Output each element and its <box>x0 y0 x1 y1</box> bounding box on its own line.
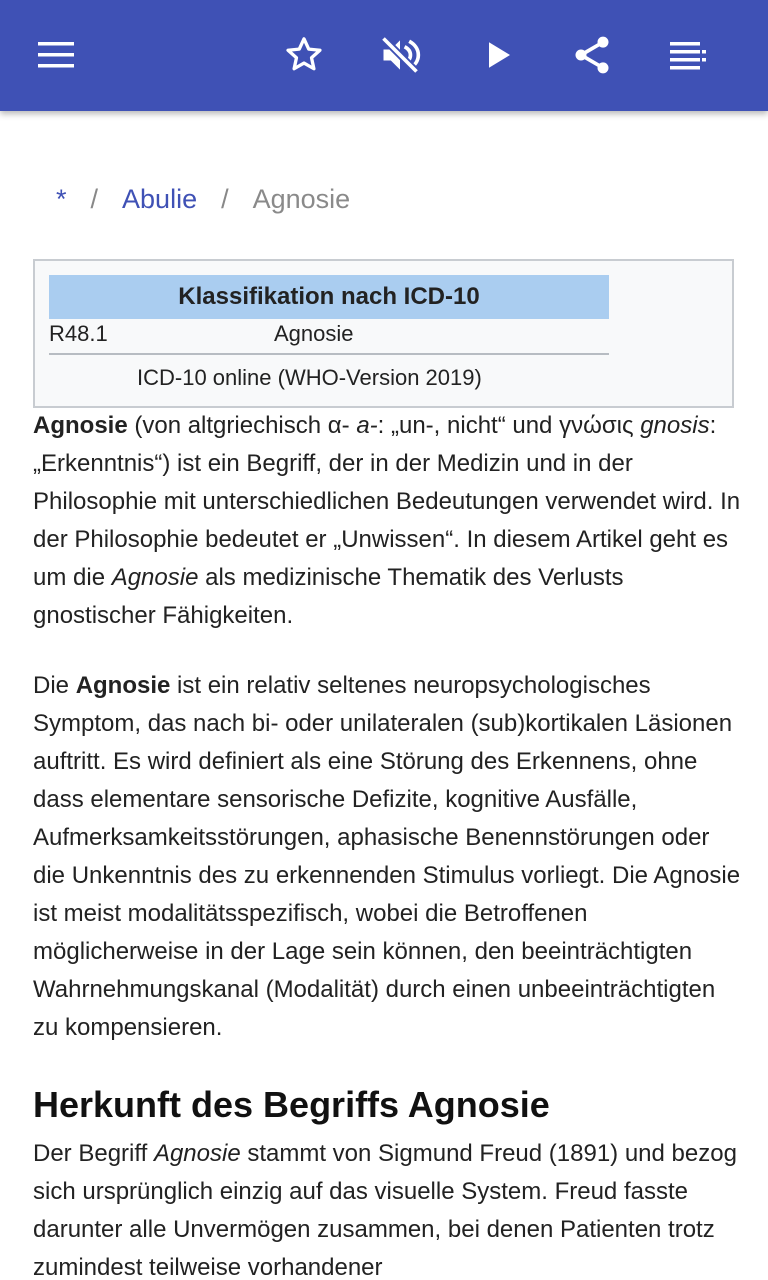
volume-mute-icon <box>378 33 422 77</box>
section-heading: Herkunft des Begriffs Agnosie <box>33 1084 550 1125</box>
play-icon <box>480 37 516 73</box>
breadcrumb-current: Agnosie <box>252 183 351 214</box>
icd-online-link[interactable]: ICD-10 online (WHO-Version 2019) <box>137 365 482 390</box>
infobox-title: Klassifikation nach ICD-10 <box>49 275 609 319</box>
italic-run: Agnosie <box>153 1140 241 1167</box>
icd-code[interactable]: R48.1 <box>49 321 108 346</box>
text-run: stammt von Sigmund Freud (1891) und bezog sich ursprünglich einzig auf das visuelle System. Freud fasste darunter alle Unvermögen zusammen, bei denen Patienten trotz zumindest teilweise vorhandener <box>33 1140 737 1280</box>
text-run: (von altgriechisch α- <box>127 412 357 439</box>
italic-run: gnosis <box>640 412 710 439</box>
play-button[interactable] <box>470 27 526 83</box>
share-icon <box>570 33 614 77</box>
breadcrumb <box>56 181 350 217</box>
star-icon <box>282 33 326 77</box>
text-run: als medizinische Thematik des Verlusts gnostischer Fähigkeiten. <box>33 564 624 629</box>
text-run: : „un-, nicht“ und γνώσις <box>377 412 641 439</box>
favorite-button[interactable] <box>276 27 332 83</box>
text-run: ist ein relativ seltenes neuropsychologisches Symptom, das nach bi- oder unilateralen (sub)kortikalen Läsionen auftritt. Es wird definiert als eine Störung des Erkennens, ohne dass elementare sensorische Defizite, kognitive Ausfälle, Aufmerksamkeitsstörungen, aphasische Benennstörungen oder die Unkenntnis des zu erkennenden Stimulus vorliegt. Die Agnosie ist meist modalitätsspezifisch, wobei die Betroffenen möglicherweise in der Lage sein können, den beeinträchtigten Wahrnehmungskanal (Modalität) durch einen unbeeinträchtigten zu kompensieren. <box>33 672 741 1041</box>
breadcrumb-separator: / <box>221 183 229 214</box>
breadcrumb-home-link[interactable]: * <box>56 183 67 214</box>
infobox-divider <box>49 353 609 355</box>
mute-button[interactable] <box>372 27 428 83</box>
app-toolbar <box>0 0 768 111</box>
article-term: Agnosie <box>75 672 171 699</box>
text-run: Der Begriff <box>33 1140 154 1167</box>
breadcrumb-separator: / <box>90 183 99 214</box>
text-run: Die <box>33 672 76 699</box>
menu-button[interactable] <box>28 27 84 83</box>
text-run: : „Erkenntnis“) ist ein Begriff, der in der Medizin und in der Philosophie mit unterschiedlichen Bedeutungen verwendet wird. In der Philosophie bedeutet er „Unwissen“. In diesem Artikel geht es um die <box>33 412 741 591</box>
menu-icon <box>36 40 76 70</box>
contents-button[interactable] <box>660 27 716 83</box>
origin-paragraph <box>33 1135 743 1280</box>
intro-paragraph <box>33 407 743 635</box>
article-body <box>33 407 743 1280</box>
share-button[interactable] <box>564 27 620 83</box>
article-view <box>0 111 768 1280</box>
icd-infobox <box>33 259 734 408</box>
breadcrumb-parent-link[interactable]: Abulie <box>122 183 198 214</box>
icd-name: Agnosie <box>274 321 354 346</box>
article-term: Agnosie <box>33 412 128 439</box>
playlist-icon <box>668 40 708 70</box>
italic-run: Agnosie <box>111 564 199 591</box>
definition-paragraph <box>33 667 743 1047</box>
italic-run: a- <box>356 412 378 439</box>
